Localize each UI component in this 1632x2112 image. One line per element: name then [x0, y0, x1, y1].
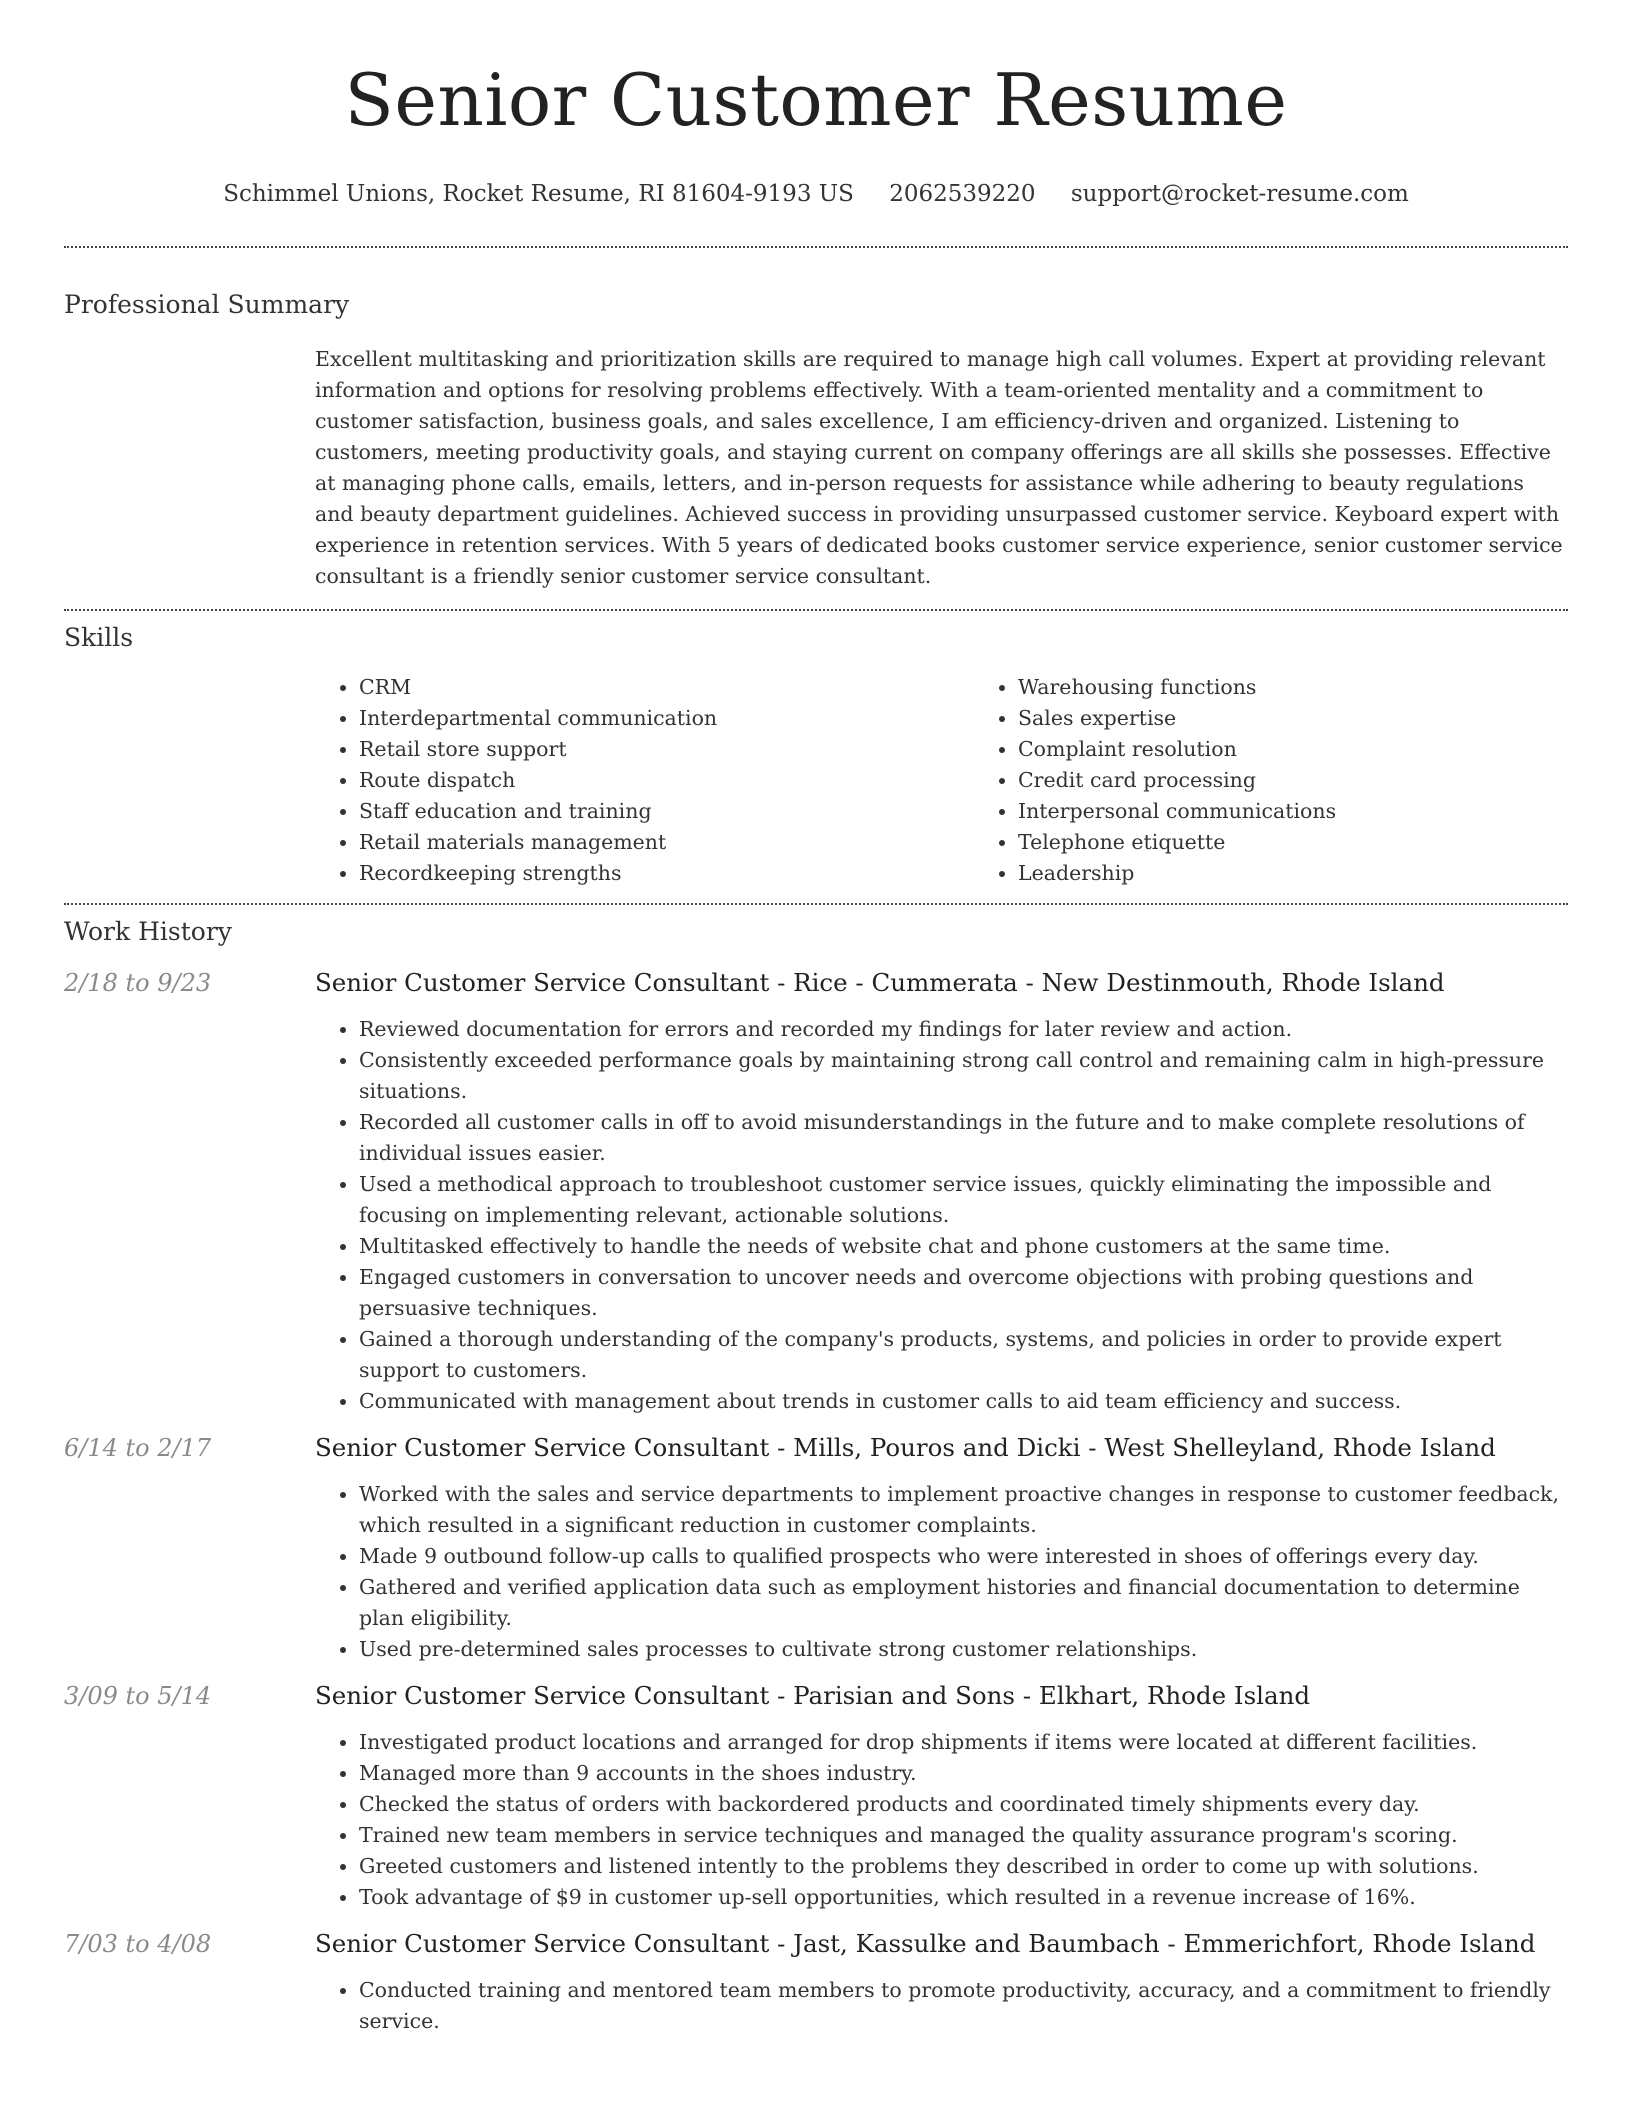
skills-columns	[315, 672, 1632, 889]
section-divider	[64, 903, 1568, 905]
job-bullet: • Managed more than 9 accounts in the shoes industry.	[359, 1758, 1568, 1789]
job-bullet: • Recorded all customer calls in off to avoid misunderstandings in the future and to make complete resolutions of individual issues easier.	[359, 1107, 1568, 1169]
job-dates: 7/03 to 4/08	[64, 1930, 212, 1958]
job-dates: 2/18 to 9/23	[64, 969, 212, 997]
job-bullet: • Worked with the sales and service departments to implement proactive changes in response to customer feedback, which resulted in a significant reduction in customer complaints.	[359, 1479, 1568, 1541]
job-dates: 3/09 to 5/14	[64, 1682, 212, 1710]
skill-item: • Leadership	[1018, 858, 1632, 889]
job-bullet: • Consistently exceeded performance goals by maintaining strong call control and remaining calm in high-pressure situations.	[359, 1045, 1568, 1107]
skill-item: • Staff education and training	[359, 796, 974, 827]
skills-list-left	[315, 672, 974, 889]
job-bullet: • Investigated product locations and arranged for drop shipments if items were located at different facilities.	[359, 1727, 1568, 1758]
summary-text: Excellent multitasking and prioritization skills are required to manage high call volumes. Expert at providing relevant information and options for resolving problems effectively. With a team-oriented mentality and a commitment to customer satisfaction, business goals, and sales excellence, I am efficiency-driven and organized. Listening to customers, meeting productivity goals, and staying current on company offerings are all skills she possesses. Effective at managing phone calls, emails, letters, and in-person requests for assistance while adhering to beauty regulations and beauty department guidelines. Achieved success in providing unsurpassed customer service. Keyboard expert with experience in retention services. With 5 years of dedicated books customer service experience, senior customer service consultant is a friendly senior customer service consultant.	[315, 347, 1563, 588]
job-entry	[64, 1679, 1568, 1913]
job-bullet: • Multitasked effectively to handle the needs of website chat and phone customers at the same time.	[359, 1231, 1568, 1262]
skills-row	[64, 672, 1568, 889]
skill-item: • Recordkeeping strengths	[359, 858, 974, 889]
job-bullets	[315, 1727, 1568, 1913]
skill-item: • Interpersonal communications	[1018, 796, 1632, 827]
job-bullet: • Engaged customers in conversation to uncover needs and overcome objections with probing questions and persuasive techniques.	[359, 1262, 1568, 1324]
job-bullet: • Trained new team members in service techniques and managed the quality assurance program's scoring.	[359, 1820, 1568, 1851]
skill-item: • Telephone etiquette	[1018, 827, 1632, 858]
job-bullet: • Gained a thorough understanding of the company's products, systems, and policies in order to provide expert support to customers.	[359, 1324, 1568, 1386]
job-bullet: • Gathered and verified application data such as employment histories and financial documentation to determine plan eligibility.	[359, 1572, 1568, 1634]
job-bullet: • Took advantage of $9 in customer up-sell opportunities, which resulted in a revenue increase of 16%.	[359, 1882, 1568, 1913]
summary-row	[64, 344, 1568, 592]
skill-item: • Route dispatch	[359, 765, 974, 796]
job-title: Senior Customer Service Consultant - Rice - Cummerata - New Destinmouth, Rhode Island	[315, 968, 1445, 997]
skills-title: Skills	[64, 623, 134, 652]
skill-item: • Interdepartmental communication	[359, 703, 974, 734]
section-divider	[64, 246, 1568, 248]
job-bullets	[315, 1975, 1568, 2037]
contact-email: support@rocket-resume.com	[1070, 181, 1409, 207]
job-bullet: • Checked the status of orders with backordered products and coordinated timely shipments every day.	[359, 1789, 1568, 1820]
skill-item: • CRM	[359, 672, 974, 703]
skill-item: • Retail store support	[359, 734, 974, 765]
job-entry	[64, 1431, 1568, 1665]
work-title: Work History	[64, 917, 232, 946]
job-bullets	[315, 1014, 1568, 1417]
job-title: Senior Customer Service Consultant - Parisian and Sons - Elkhart, Rhode Island	[315, 1681, 1311, 1710]
job-bullet: • Used a methodical approach to troubleshoot customer service issues, quickly eliminating the impossible and focusing on implementing relevant, actionable solutions.	[359, 1169, 1568, 1231]
resume-name: Senior Customer Resume	[344, 58, 1288, 142]
job-entry	[64, 966, 1568, 1417]
skill-item: • Complaint resolution	[1018, 734, 1632, 765]
skill-item: • Credit card processing	[1018, 765, 1632, 796]
skill-item: • Retail materials management	[359, 827, 974, 858]
job-bullet: • Greeted customers and listened intently to the problems they described in order to come up with solutions.	[359, 1851, 1568, 1882]
contact-phone: 2062539220	[889, 181, 1036, 207]
job-bullets	[315, 1479, 1568, 1665]
contact-address: Schimmel Unions, Rocket Resume, RI 81604-9193 US	[223, 181, 854, 207]
skill-item: • Sales expertise	[1018, 703, 1632, 734]
job-dates: 6/14 to 2/17	[64, 1434, 212, 1462]
skills-list-right	[974, 672, 1632, 889]
job-title: Senior Customer Service Consultant - Jast, Kassulke and Baumbach - Emmerichfort, Rhode Island	[315, 1929, 1536, 1958]
job-entry	[64, 1927, 1568, 2037]
skill-item: • Warehousing functions	[1018, 672, 1632, 703]
job-bullet: • Made 9 outbound follow-up calls to qualified prospects who were interested in shoes of offerings every day.	[359, 1541, 1568, 1572]
contact-line	[64, 178, 1568, 210]
job-bullet: • Conducted training and mentored team members to promote productivity, accuracy, and a commitment to friendly service.	[359, 1975, 1568, 2037]
job-title: Senior Customer Service Consultant - Mills, Pouros and Dicki - West Shelleyland, Rhode Island	[315, 1433, 1496, 1462]
job-bullet: • Communicated with management about trends in customer calls to aid team efficiency and success.	[359, 1386, 1568, 1417]
summary-title: Professional Summary	[64, 290, 350, 319]
job-bullet: • Reviewed documentation for errors and recorded my findings for later review and action.	[359, 1014, 1568, 1045]
section-divider	[64, 609, 1568, 611]
job-bullet: • Used pre-determined sales processes to cultivate strong customer relationships.	[359, 1634, 1568, 1665]
work-history	[64, 966, 1568, 2037]
